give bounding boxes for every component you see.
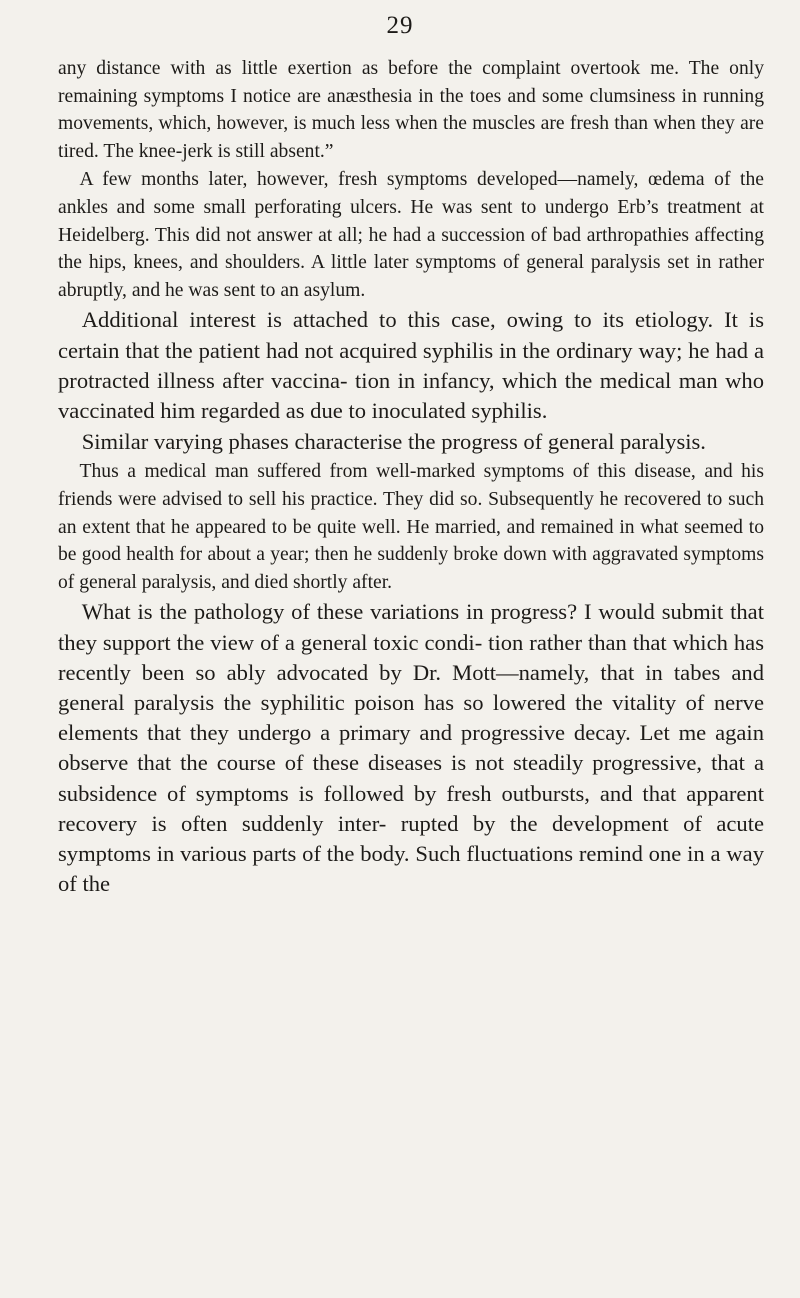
page-text <box>58 55 764 899</box>
paragraph-etiology: Additional interest is attached to this case, owing to its etiology. It is certain that the patient had not acquired syphilis in the ordinary way; he had a protracted illness after vaccina- tion in infancy, which the medical man who vaccinated him regarded as due to inoculated syphilis. <box>58 307 764 423</box>
paragraph-symptoms: A few months later, however, fresh symptoms developed—namely, œdema of the ankles and some small perforating ulcers. He was sent to undergo Erb’s treatment at Heidelberg. This did not answer at all; he had a succession of bad arthropathies affecting the hips, knees, and shoulders. A little later symptoms of general paralysis set in rather abruptly, and he was sent to an asylum. <box>58 169 764 301</box>
paragraph-medical-man-case: Thus a medical man suffered from well-marked symptoms of this disease, and his friends were advised to sell his practice. They did so. Subsequently he recovered to such an extent that he appeared to be quite well. He married, and remained in what seemed to be good health for about a year; then he suddenly broke down with aggravated symptoms of general paralysis, and died shortly after. <box>58 461 764 593</box>
paragraph-pathology: What is the pathology of these variations in progress? I would submit that they support the view of a general toxic condi- tion rather than that which has recently been so ably advocated by Dr. Mott—namely, that in tabes and general paralysis the syphilitic poison has so lowered the vitality of nerve elements that they undergo a primary and progressive decay. Let me again observe that the course of these diseases is not steadily progressive, that a subsidence of symptoms is followed by fresh outbursts, and that apparent recovery is often suddenly inter- rupted by the development of acute symptoms in various parts of the body. Such fluctuations remind one in a way of the <box>58 599 764 897</box>
page-number: 29 <box>386 12 414 39</box>
paragraph-continuation: any distance with as little exertion as before the complaint overtook me. The only remaining symptoms I notice are anæsthesia in the toes and some clumsiness in running movements, which, however, is much less when the muscles are fresh than when they are tired. The knee-jerk is still absent.” <box>58 58 764 162</box>
paragraph-general-paralysis: Similar varying phases characterise the progress of general paralysis. <box>81 429 706 455</box>
